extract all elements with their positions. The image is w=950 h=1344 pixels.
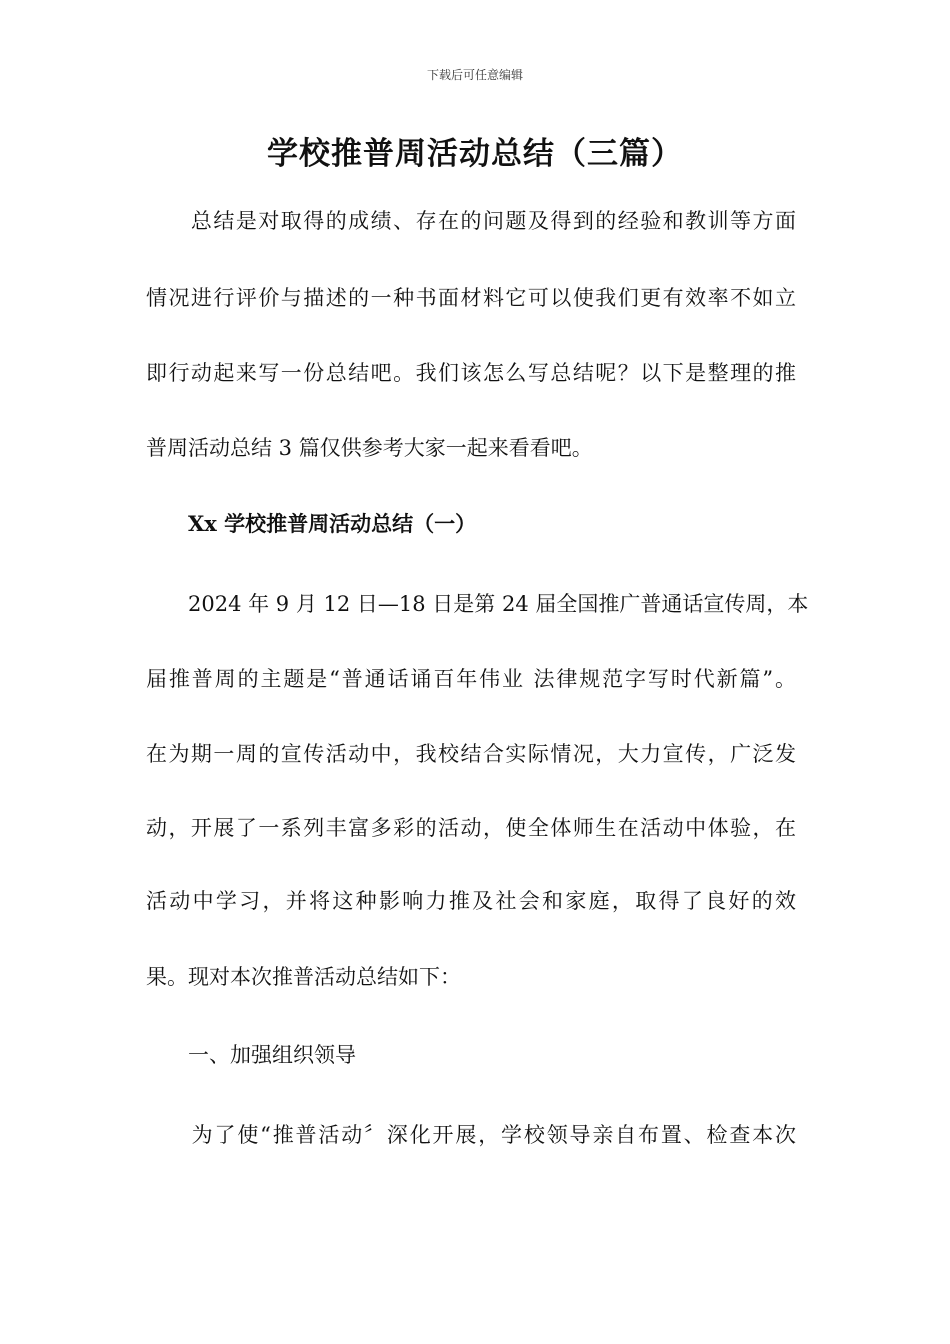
body-line-7: 在为期一周的宣传活动中，我校结合实际情况，大力宣传，广泛发: [146, 742, 796, 766]
body-line-5: 2024 年 9 月 12 日—18 日是第 24 届全国推广普通话宣传周，本: [146, 592, 809, 616]
body-line-2: 情况进行评价与描述的一种书面材料它可以使我们更有效率不如立: [146, 286, 796, 310]
body-line-1: 总结是对取得的成绩、存在的问题及得到的经验和教训等方面: [146, 209, 796, 233]
body-line-6: 届推普周的主题是“普通话诵百年伟业 法律规范字写时代新篇”。: [146, 667, 796, 691]
body-line-9: 活动中学习，并将这种影响力推及社会和家庭，取得了良好的效: [146, 889, 796, 913]
body-line-11: 为了使“推普活动〞深化开展，学校领导亲自布置、检查本次: [146, 1123, 796, 1147]
body-line-3: 即行动起来写一份总结吧。我们该怎么写总结呢？以下是整理的推: [146, 361, 796, 385]
body-line-10: 果。现对本次推普活动总结如下：: [146, 965, 461, 989]
page-header-note: 下载后可任意编辑: [426, 68, 523, 82]
body-line-8: 动，开展了一系列丰富多彩的活动，使全体师生在活动中体验，在: [146, 816, 796, 840]
section-heading-1: Xx 学校推普周活动总结（一）: [146, 511, 477, 536]
document-title: 学校推普周活动总结（三篇）: [267, 136, 683, 172]
subsection-heading-1: 一、加强组织领导: [146, 1043, 356, 1067]
body-line-4: 普周活动总结 3 篇仅供参考大家一起来看看吧。: [146, 436, 593, 460]
